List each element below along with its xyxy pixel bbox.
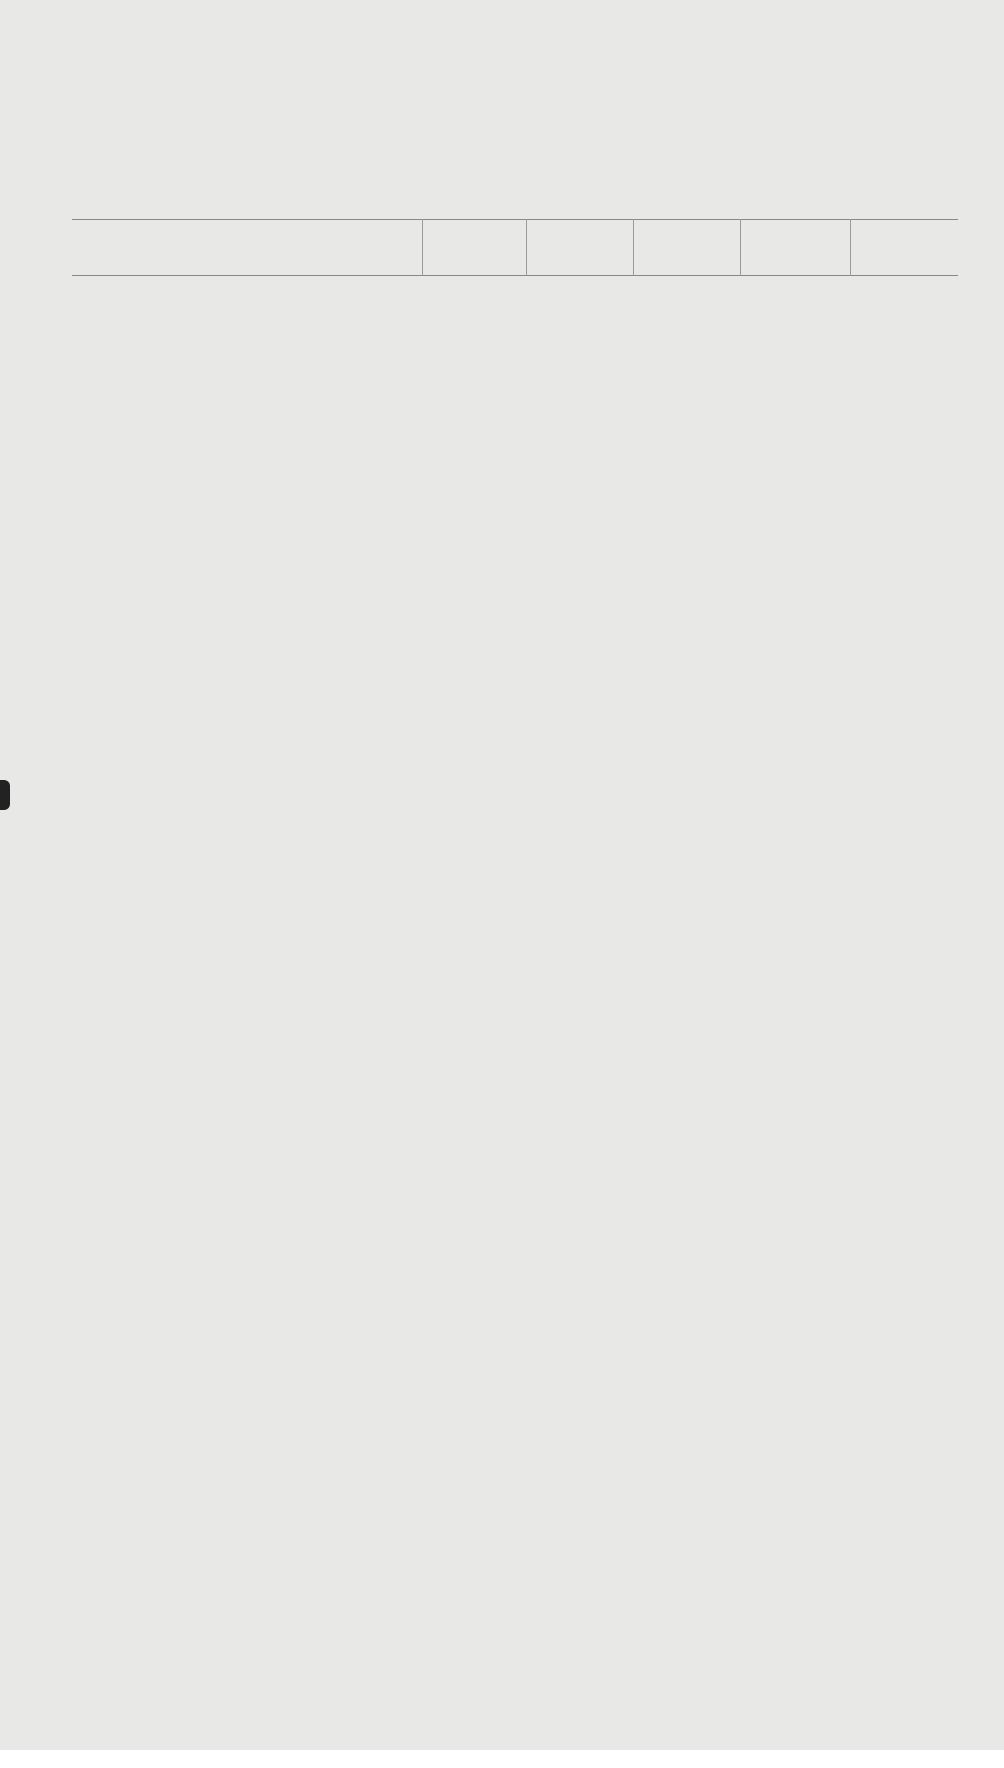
header-second-quarter [526, 220, 633, 276]
binding-mark [0, 780, 10, 810]
header-fourth-quarter [740, 220, 850, 276]
table-header-row [72, 220, 958, 276]
header-aggregate [850, 220, 958, 276]
expenditure-table [72, 219, 958, 276]
footer-strip [0, 1750, 1004, 1768]
header-label-col [72, 220, 422, 276]
header-third-quarter [633, 220, 740, 276]
page-header [72, 98, 962, 128]
header-first-quarter [422, 220, 526, 276]
